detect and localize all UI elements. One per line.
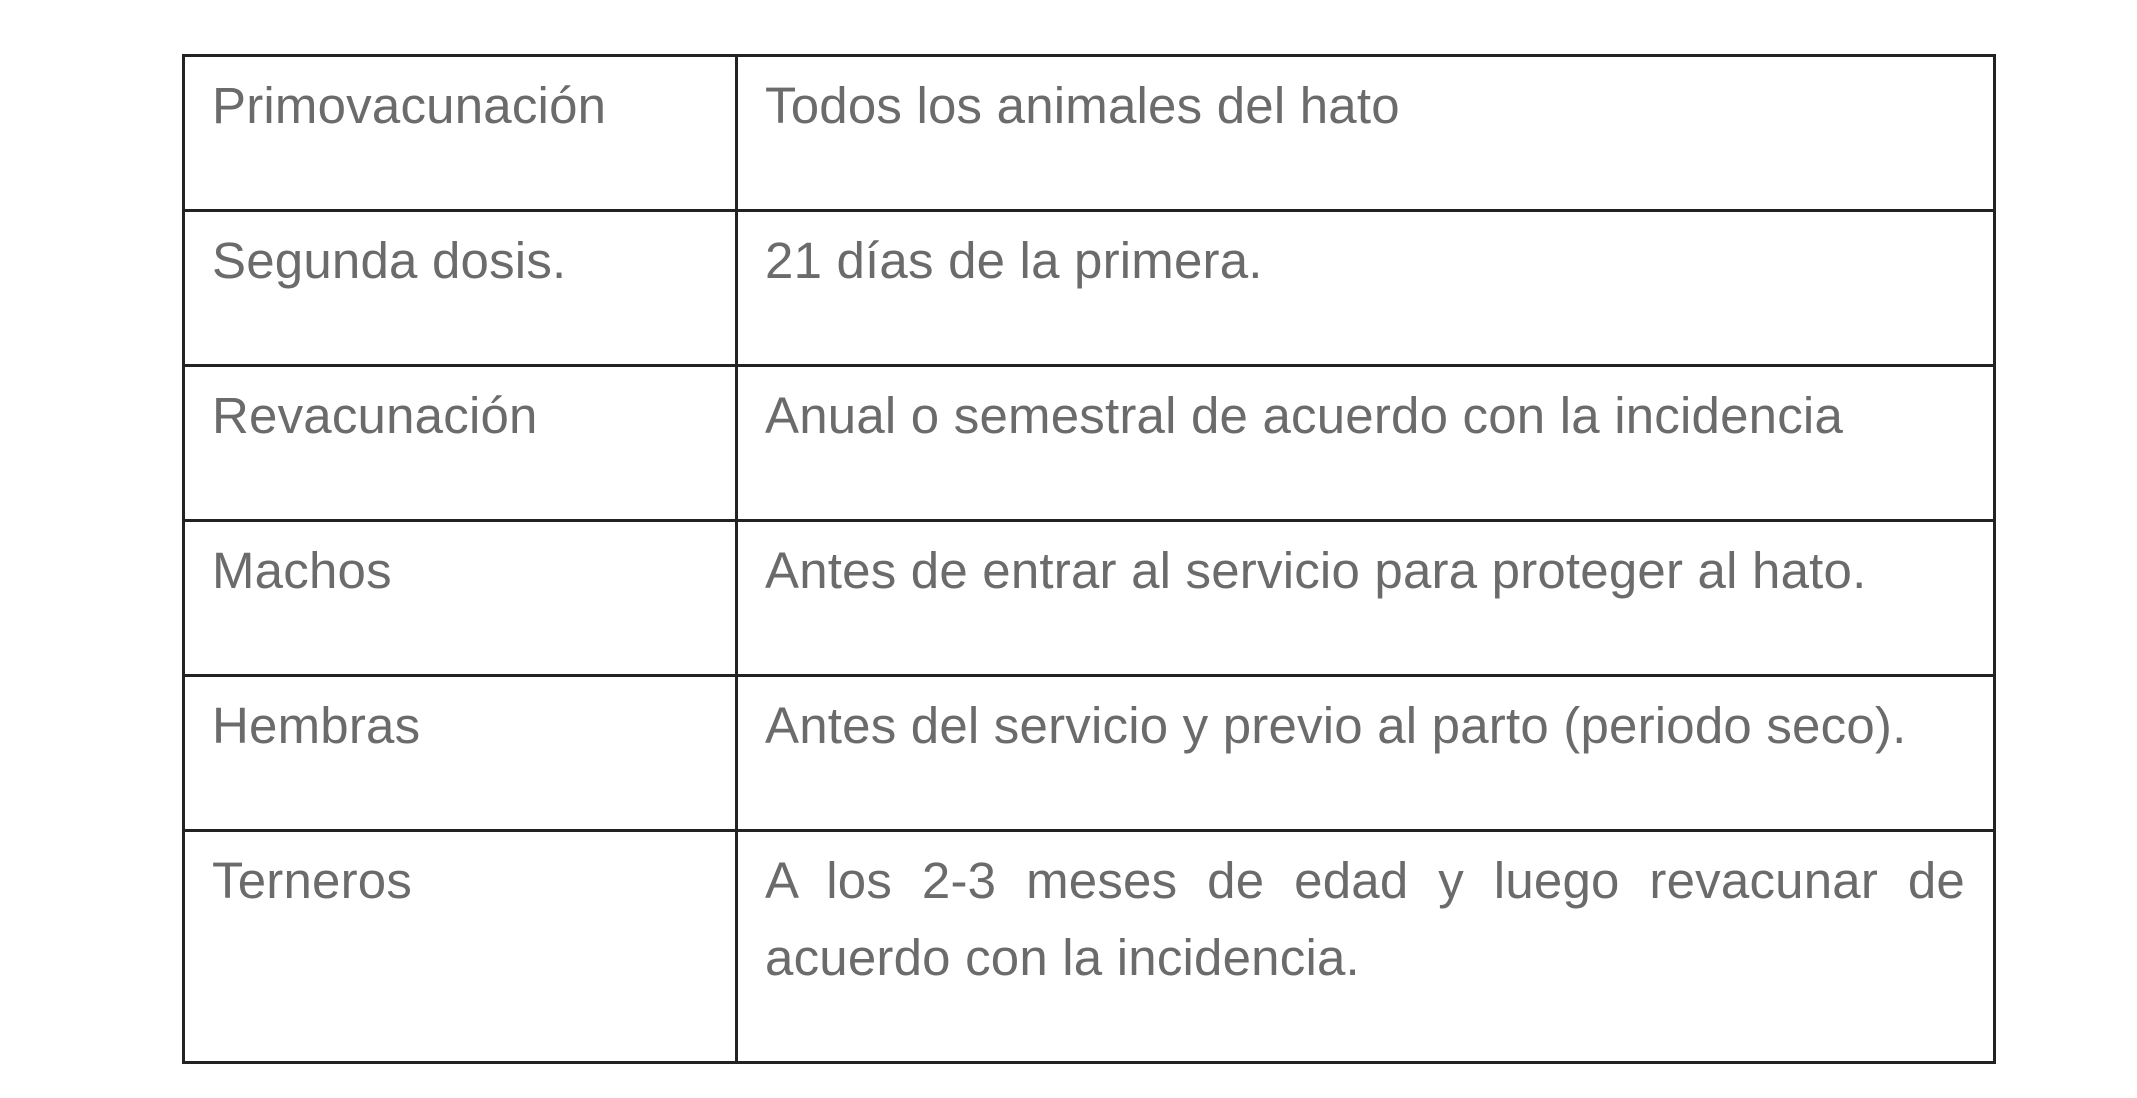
row-description: Antes del servicio y previo al parto (periodo seco). [737,676,1995,831]
row-label: Segunda dosis. [184,211,737,366]
row-description: Antes de entrar al servicio para proteger al hato. [737,521,1995,676]
row-label: Machos [184,521,737,676]
table-row [184,366,1995,521]
row-description: 21 días de la primera. [737,211,1995,366]
row-label: Terneros [184,831,737,1063]
table-row [184,56,1995,211]
row-label: Hembras [184,676,737,831]
table-row [184,521,1995,676]
row-label: Revacunación [184,366,737,521]
table-row [184,831,1995,1063]
row-description: Todos los animales del hato [737,56,1995,211]
table-row [184,676,1995,831]
row-label: Primovacunación [184,56,737,211]
vaccination-schedule-table [182,54,1996,1064]
table-row [184,211,1995,366]
row-description: Anual o semestral de acuerdo con la incidencia [737,366,1995,521]
row-description: A los 2-3 meses de edad y luego revacunar de acuerdo con la incidencia. [737,831,1995,1063]
